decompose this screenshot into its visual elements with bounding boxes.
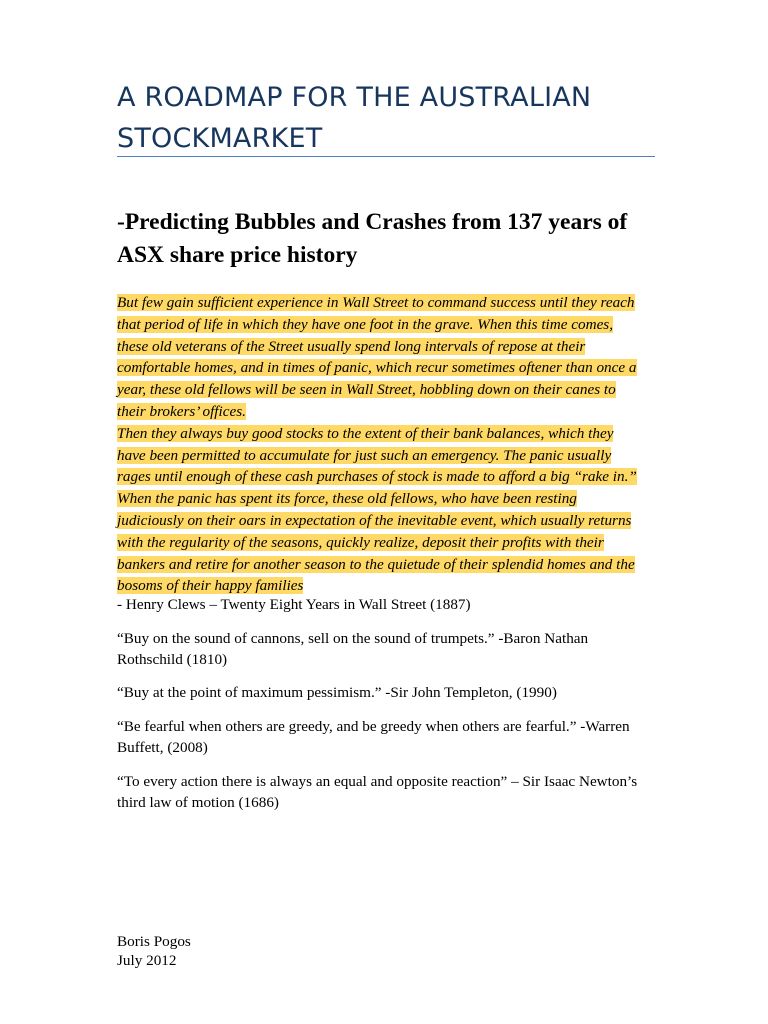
quote-line: “Be fearful when others are greedy, and be greedy when others are fearful.” -Warren xyxy=(117,718,630,735)
epigraph-line: Then they always buy good stocks to the extent of their bank balances, which they xyxy=(117,424,614,442)
document-subtitle-line-1: -Predicting Bubbles and Crashes from 137 years of xyxy=(117,209,628,235)
quote-newton xyxy=(117,771,657,813)
publication-date: July 2012 xyxy=(117,952,177,969)
document-title-line-1: A ROADMAP FOR THE AUSTRALIAN xyxy=(117,82,592,113)
epigraph-line: bankers and retire for another season to the quietude of their splendid homes and the xyxy=(117,555,635,573)
quote-line: Rothschild (1810) xyxy=(117,651,228,668)
title-underline-rule xyxy=(117,156,655,157)
document-title-line-2: STOCKMARKET xyxy=(117,123,323,154)
epigraph-quote xyxy=(117,292,657,597)
epigraph-attribution: - Henry Clews – Twenty Eight Years in Wall Street (1887) xyxy=(117,596,471,613)
epigraph-line: with the regularity of the seasons, quickly realize, deposit their profits with their xyxy=(117,533,604,551)
document-subtitle xyxy=(117,206,657,272)
epigraph-line: these old veterans of the Street usually spend long intervals of repose at their xyxy=(117,337,586,355)
epigraph-line: judiciously on their oars in expectation of the inevitable event, which usually returns xyxy=(117,511,632,529)
epigraph-line: When the panic has spent its force, these old fellows, who have been resting xyxy=(117,490,577,508)
epigraph-line: have been permitted to accumulate for just such an emergency. The panic usually xyxy=(117,446,612,464)
author-block xyxy=(117,932,417,970)
quote-line: third law of motion (1686) xyxy=(117,794,279,811)
quote-line: “To every action there is always an equal and opposite reaction” – Sir Isaac Newton’s xyxy=(117,773,638,790)
epigraph-line: But few gain sufficient experience in Wall Street to command success until they reach xyxy=(117,294,635,311)
quote-line: “Buy on the sound of cannons, sell on the sound of trumpets.” -Baron Nathan xyxy=(117,630,589,647)
quote-buffett xyxy=(117,716,657,758)
epigraph-line: bosoms of their happy families xyxy=(117,577,304,595)
epigraph-line: year, these old fellows will be seen in Wall Street, hobbling down on their canes to xyxy=(117,381,616,399)
epigraph-line: their brokers’ offices. xyxy=(117,402,246,420)
quote-templeton xyxy=(117,682,657,703)
author-name: Boris Pogos xyxy=(117,933,191,950)
epigraph-line: rages until enough of these cash purchases of stock is made to afford a big “rake in.” xyxy=(117,468,637,486)
epigraph-line: comfortable homes, and in times of panic, which recur sometimes oftener than once a xyxy=(117,359,637,377)
quote-line: Buffett, (2008) xyxy=(117,739,208,756)
document-title xyxy=(117,77,657,159)
epigraph-line: that period of life in which they have one foot in the grave. When this time comes, xyxy=(117,315,614,333)
quote-rothschild xyxy=(117,628,657,670)
quote-line: “Buy at the point of maximum pessimism.” -Sir John Templeton, (1990) xyxy=(117,684,557,701)
document-subtitle-line-2: ASX share price history xyxy=(117,242,358,268)
